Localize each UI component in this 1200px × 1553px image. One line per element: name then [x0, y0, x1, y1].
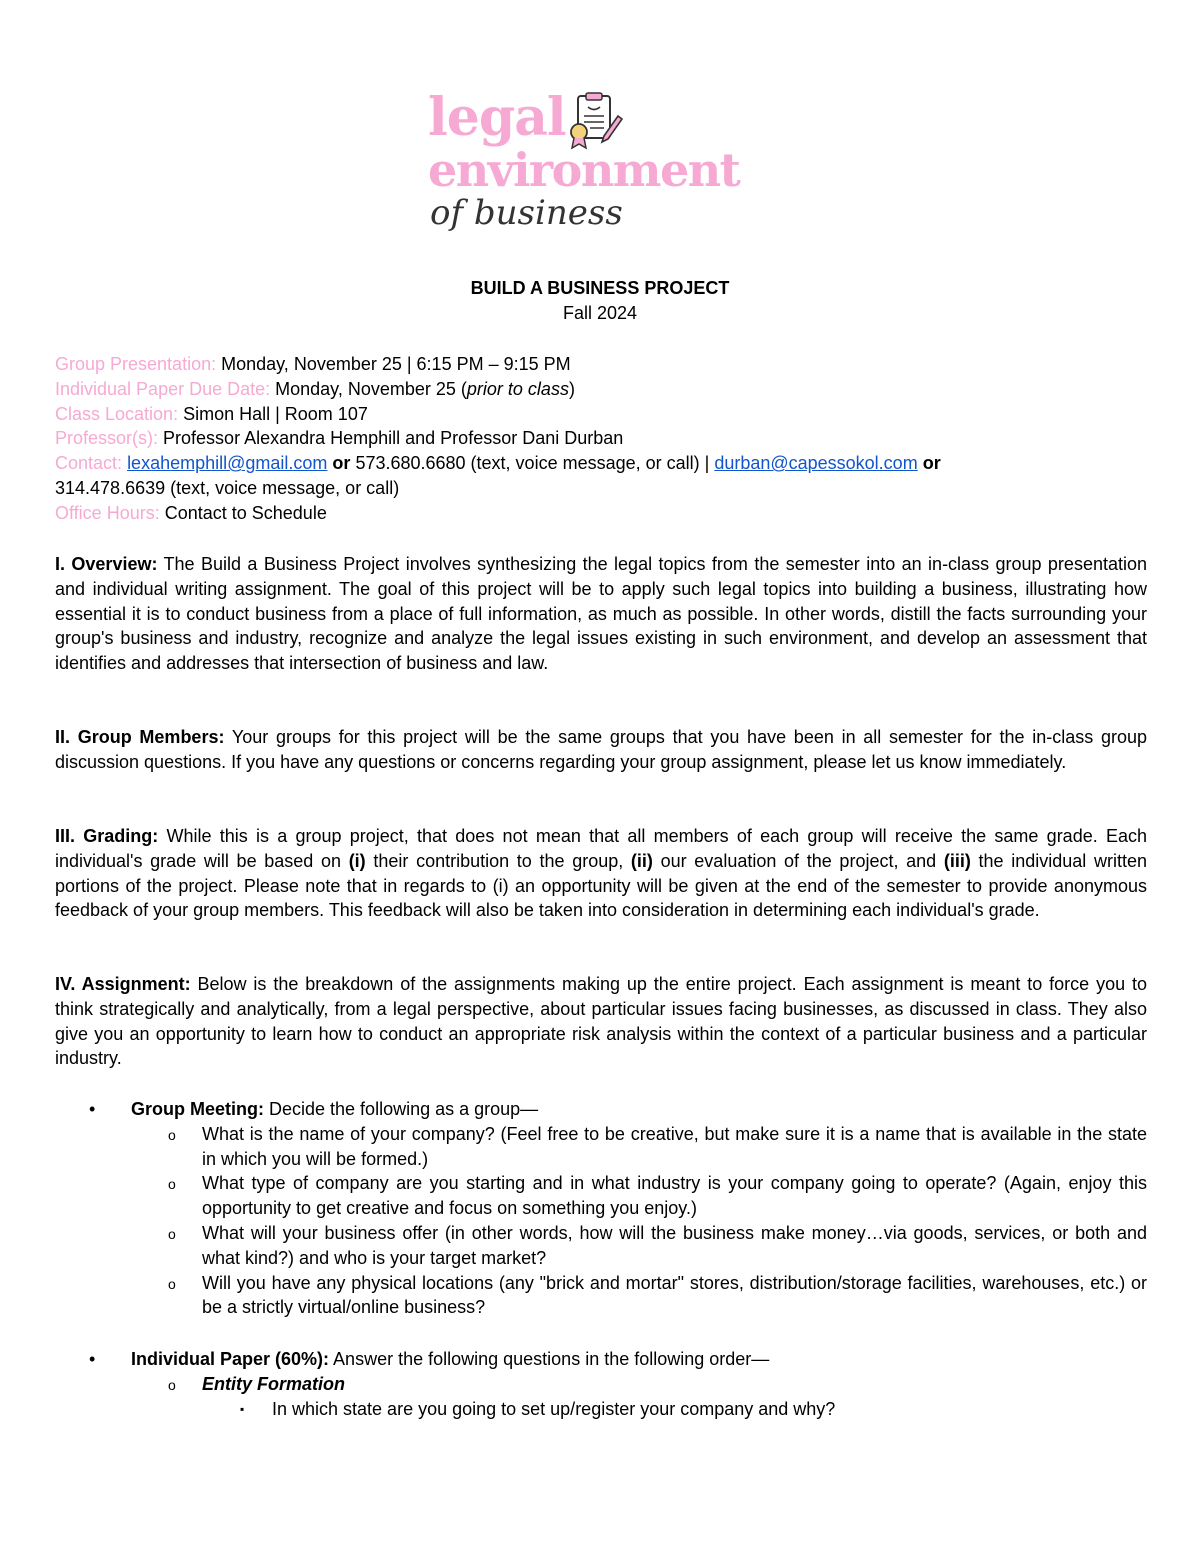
- bullet-circle: o: [168, 1225, 176, 1242]
- paper-due-line: [55, 377, 1155, 402]
- logo-line-environment: environment: [428, 143, 740, 197]
- bullet-dot: •: [89, 1349, 96, 1369]
- list-item-text: What type of company are you starting and in what industry is your company going to operate? (Again, enjoy this opportunity to get creative and focus on something you enjoy.): [202, 1173, 1147, 1219]
- office-hours-value: Contact to Schedule: [159, 502, 327, 523]
- grading-i: (i): [348, 850, 366, 871]
- bullet-circle: o: [168, 1126, 176, 1143]
- presentation-line: [55, 352, 1155, 377]
- document-title: BUILD A BUSINESS PROJECT: [470, 278, 730, 298]
- entity-formation-item: [55, 1372, 1147, 1397]
- paper-due-close: ): [568, 378, 575, 399]
- individual-paper-list: [55, 1347, 1147, 1421]
- certificate-document-icon: [564, 92, 624, 150]
- members-heading: II. Group Members:: [55, 727, 225, 747]
- paper-due-label: Individual Paper Due Date:: [55, 378, 271, 399]
- group-meeting-label: Group Meeting:: [131, 1099, 264, 1119]
- contact-or-2: or: [917, 453, 941, 474]
- bullet-circle: o: [168, 1376, 176, 1393]
- contact-or-1: or: [327, 453, 356, 474]
- contact-line: [55, 451, 1155, 476]
- grading-heading: III. Grading:: [55, 826, 159, 846]
- professor-value: Professor Alexandra Hemphill and Professor Dani Durban: [158, 428, 624, 449]
- professor-label: Professor(s):: [55, 428, 159, 449]
- presentation-label: Group Presentation:: [55, 354, 217, 374]
- assignment-text: Below is the breakdown of the assignments making up the entire project. Each assignment is meant to force you to think strategically and analytically, from a legal perspective, about particular issues facing businesses, as discussed in class. They also give you an opportunity to learn how to conduct an appropriate risk analysis within the context of a particular business and a particular industry.: [55, 974, 1148, 1069]
- location-value: Simon Hall | Room 107: [178, 403, 368, 424]
- assignment-heading: IV. Assignment:: [55, 974, 191, 994]
- group-meeting-list: [55, 1097, 1147, 1320]
- entity-formation-heading: Entity Formation: [202, 1373, 345, 1394]
- location-line: [55, 402, 1155, 427]
- group-members-section: [55, 725, 1147, 775]
- grading-iii: (iii): [943, 850, 971, 871]
- professor-line: [55, 426, 1155, 451]
- paper-due-value: Monday, November 25 (: [270, 378, 467, 399]
- list-item: [55, 1271, 1147, 1321]
- list-item-text: What is the name of your company? (Feel free to be creative, but make sure it is a name that is available in the state in which you will be formed.): [202, 1123, 1147, 1169]
- email-link-durban[interactable]: durban@capessokol.com: [714, 453, 918, 474]
- overview-heading: I. Overview:: [55, 554, 158, 574]
- contact-label: Contact:: [55, 453, 123, 474]
- assignment-section: [55, 972, 1147, 1071]
- presentation-value: Monday, November 25 | 6:15 PM – 9:15 PM: [216, 354, 571, 374]
- grading-text-3: our evaluation of the project, and: [652, 850, 944, 871]
- list-item: [55, 1171, 1147, 1221]
- grading-section: [55, 824, 1147, 923]
- phone-hemphill: 573.680.6680 (text, voice message, or call) |: [355, 453, 715, 474]
- course-info: [55, 352, 1155, 526]
- location-label: Class Location:: [55, 403, 179, 424]
- group-meeting-item: [55, 1097, 1147, 1122]
- bullet-square: ▪: [240, 1401, 245, 1416]
- overview-text: The Build a Business Project involves synthesizing the legal topics from the semester into an in-class group presentation and individual writing assignment. The goal of this project will be to apply such legal topics into building a business, illustrating how essential it is to conduct business from a place of full information, as much as possible. In other words, distill the facts surrounding your group's business and industry, recognize and analyze the legal issues existing in such environment, and develop an assessment that identifies and addresses that intersection of business and law.: [55, 554, 1147, 674]
- logo-line-legal: legal: [428, 87, 566, 148]
- list-item-text: Will you have any physical locations (any "brick and mortar" stores, distribution/storage facilities, warehouses, etc.) or be a strictly virtual/online business?: [202, 1272, 1147, 1318]
- list-item: [55, 1122, 1147, 1172]
- grading-text-1: While this is a group project, that does not mean that all members of each group will receive the same grade. Each individual's grade will be based on: [55, 826, 1147, 871]
- group-meeting-intro: Decide the following as a group—: [264, 1099, 539, 1119]
- individual-paper-intro: Answer the following questions in the following order—: [329, 1349, 770, 1369]
- paper-due-note: prior to class: [466, 378, 569, 399]
- list-item-text: In which state are you going to set up/register your company and why?: [272, 1398, 836, 1419]
- course-logo: [428, 87, 788, 250]
- bullet-circle: o: [168, 1176, 176, 1193]
- overview-section: [55, 552, 1147, 676]
- grading-text-4: the individual written portions of the project. Please note that in regards to (i) an opportunity will be given at the end of the semester to provide anonymous feedback of your group members. This feedback will also be taken into consideration in determining each individual's grade.: [55, 850, 1147, 921]
- individual-paper-label: Individual Paper (60%):: [131, 1349, 330, 1369]
- logo-line-of-business: of business: [430, 193, 623, 233]
- list-item: [55, 1221, 1147, 1271]
- bullet-dot: •: [89, 1099, 96, 1119]
- individual-paper-item: [55, 1347, 1147, 1372]
- bullet-circle: o: [168, 1275, 176, 1292]
- phone-durban: 314.478.6639 (text, voice message, or call): [55, 477, 400, 498]
- grading-text-2: their contribution to the group,: [365, 850, 631, 871]
- list-item: [55, 1397, 1147, 1422]
- document-term: Fall 2024: [562, 303, 638, 323]
- office-hours-line: [55, 501, 1155, 526]
- list-item-text: What will your business offer (in other words, how will the business make money…via goods, services, or both and what kind?) and who is your target market?: [202, 1222, 1147, 1268]
- members-text: Your groups for this project will be the same groups that you have been in all semester for the in-class group discussion questions. If you have any questions or concerns regarding your group assignment, please let us know immediately.: [55, 727, 1147, 772]
- grading-ii: (ii): [630, 850, 653, 871]
- email-link-hemphill[interactable]: lexahemphill@gmail.com: [127, 453, 328, 474]
- office-hours-label: Office Hours:: [55, 502, 160, 523]
